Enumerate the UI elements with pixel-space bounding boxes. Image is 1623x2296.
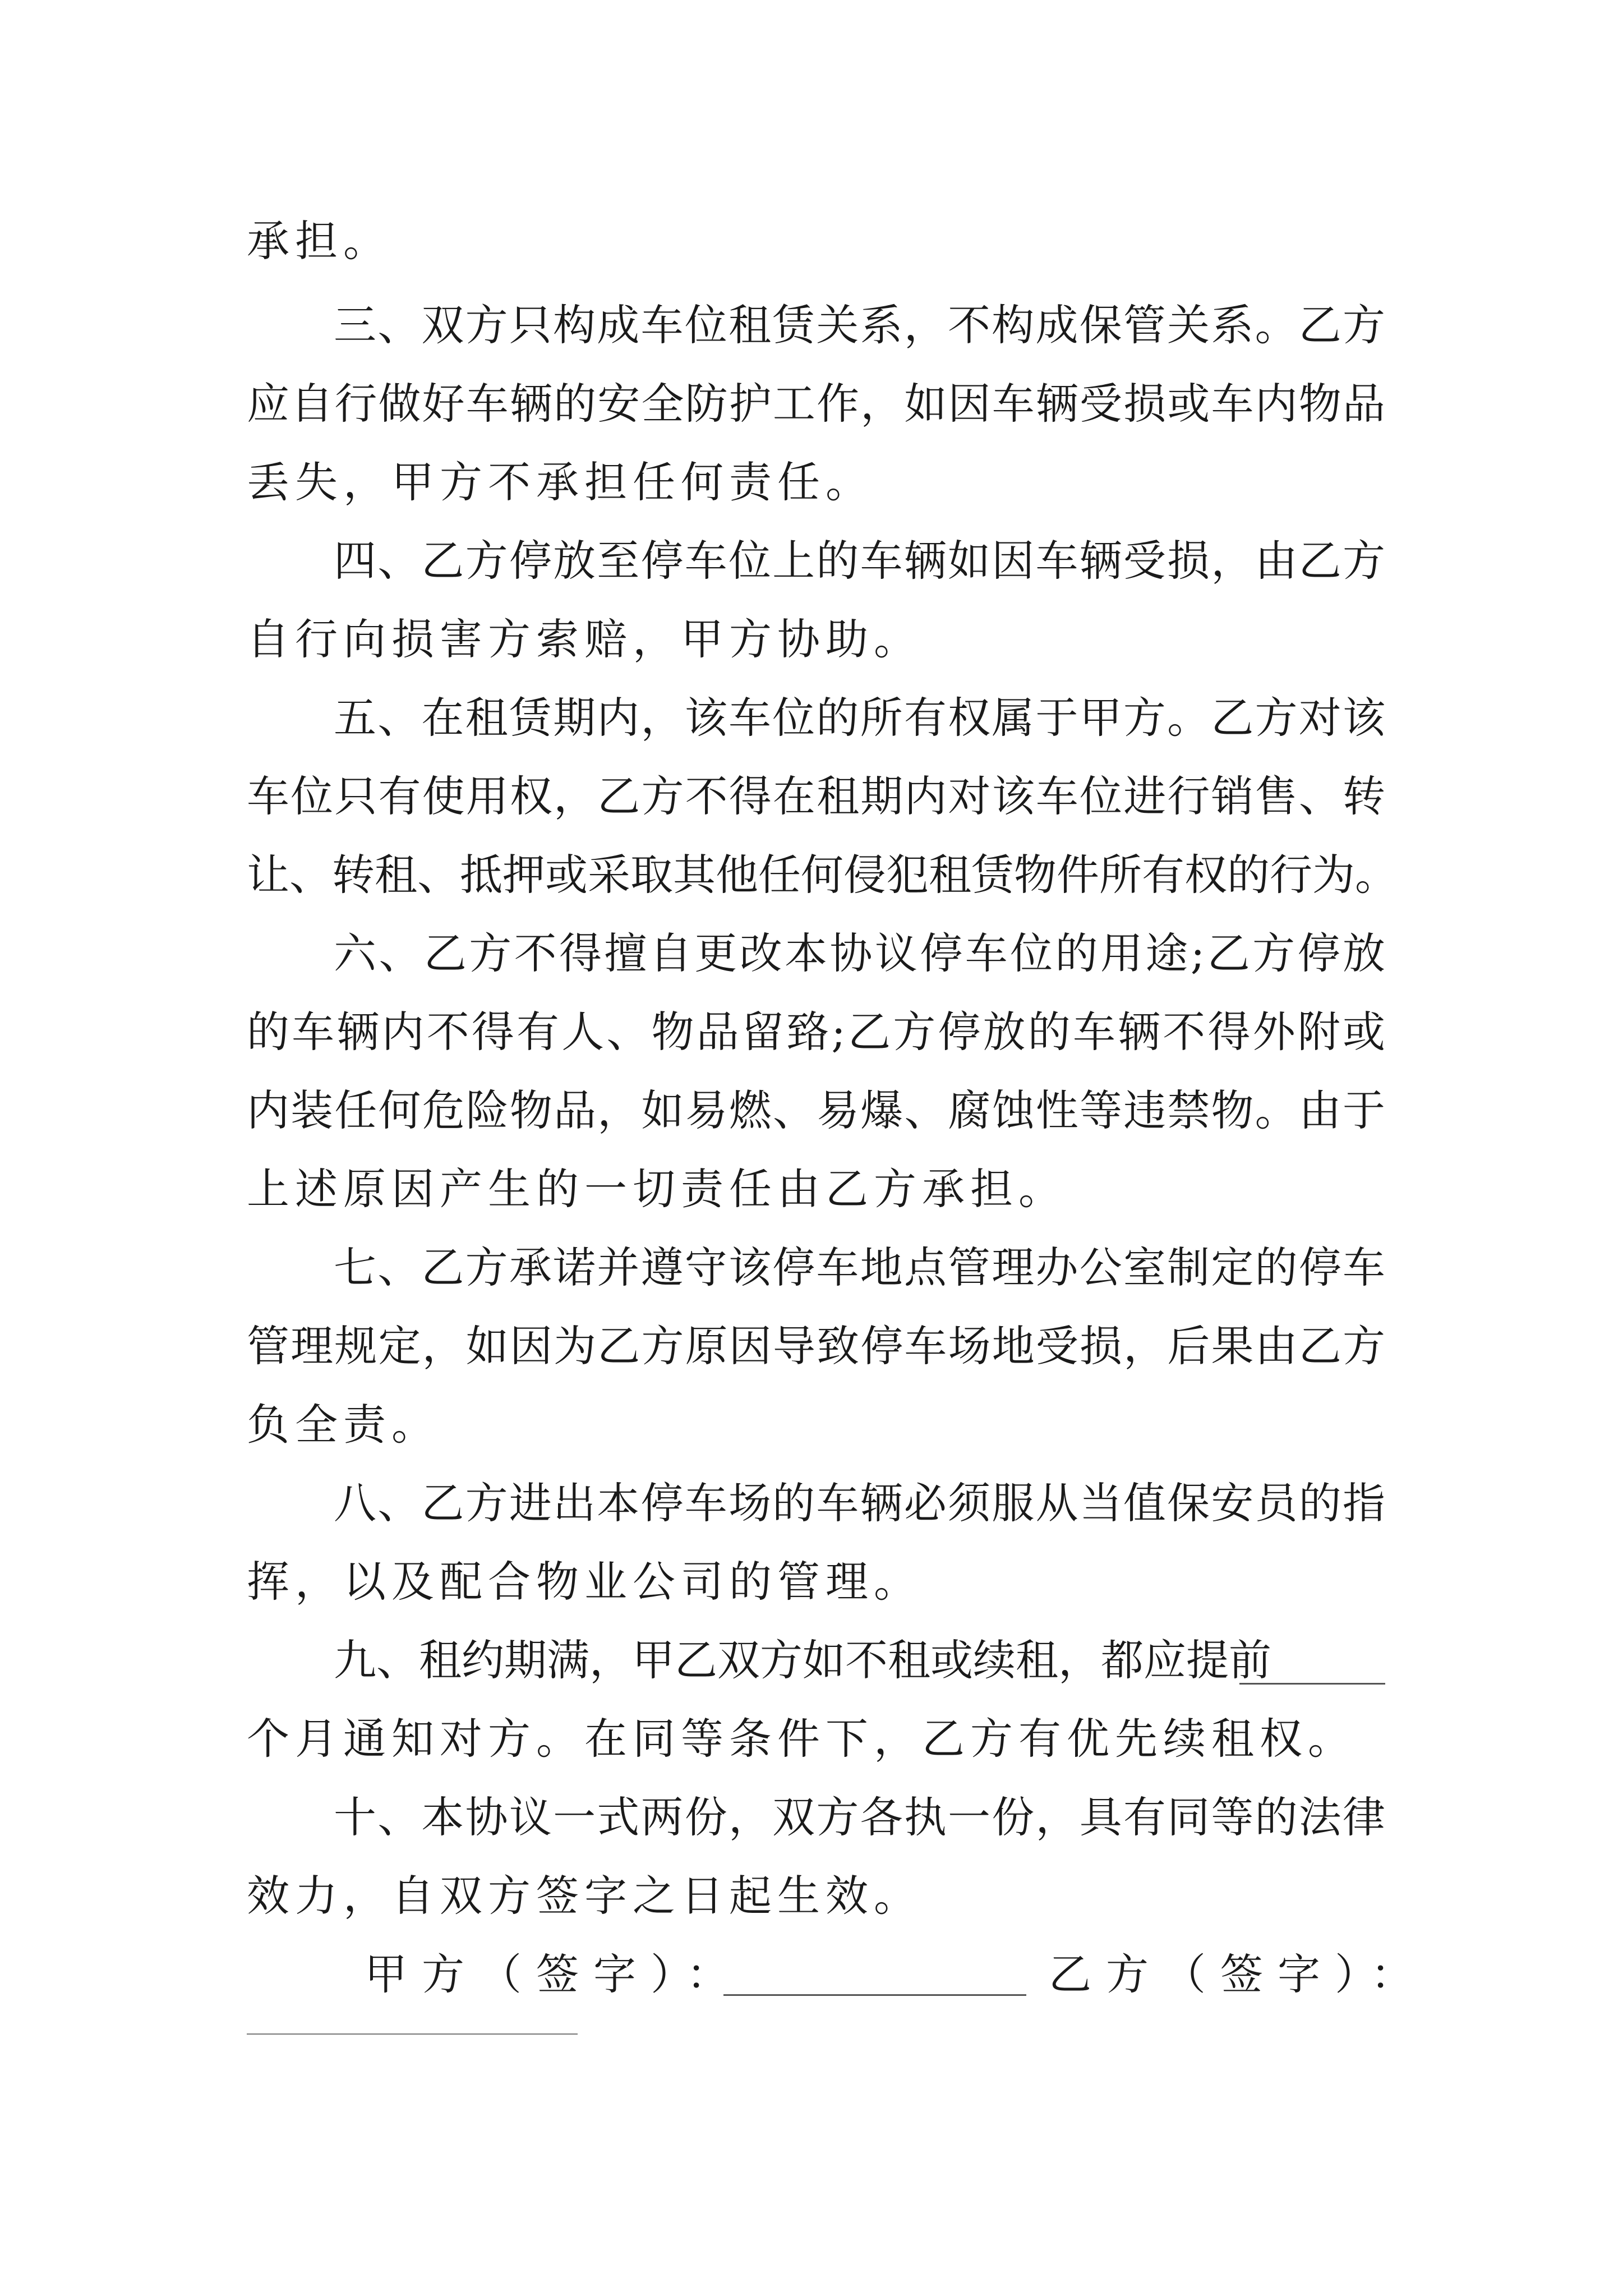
paragraph-line: 十、本协议一式两份，双方各执一份，具有同等的法律 bbox=[334, 1792, 1385, 1842]
party-b-signature-label: 乙方（签字）： bbox=[1049, 1949, 1428, 1999]
paragraph-line: 效力，自双方签字之日起生效。 bbox=[247, 1871, 922, 1921]
paragraph-line: 自行向损害方索赔，甲方协助。 bbox=[247, 614, 922, 664]
party-b-signature-line bbox=[247, 2033, 578, 2035]
paragraph-line: 应自行做好车辆的安全防护工作，如因车辆受损或车内物品 bbox=[247, 379, 1385, 429]
paragraph-line: 五、在租赁期内，该车位的所有权属于甲方。乙方对该 bbox=[334, 693, 1385, 743]
paragraph-line: 六、乙方不得擅自更改本协议停车位的用途;乙方停放 bbox=[334, 928, 1385, 978]
party-a-signature-label: 甲方（签字）： bbox=[365, 1949, 744, 1999]
paragraph-line: 八、乙方进出本停车场的车辆必须服从当值保安员的指 bbox=[334, 1478, 1385, 1528]
paragraph-line: 三、双方只构成车位租赁关系，不构成保管关系。乙方 bbox=[334, 300, 1385, 350]
notice-months-blank bbox=[1239, 1683, 1385, 1685]
paragraph-line: 内装任何危险物品，如易燃、易爆、腐蚀性等违禁物。由于 bbox=[247, 1085, 1385, 1135]
paragraph-line: 挥，以及配合物业公司的管理。 bbox=[247, 1557, 922, 1607]
paragraph-line: 车位只有使用权，乙方不得在租期内对该车位进行销售、转 bbox=[247, 771, 1385, 821]
paragraph-line: 丢失，甲方不承担任何责任。 bbox=[247, 457, 874, 507]
paragraph-line: 管理规定，如因为乙方原因导致停车场地受损，后果由乙方 bbox=[247, 1321, 1385, 1371]
paragraph-line: 负全责。 bbox=[247, 1400, 440, 1450]
paragraph-line: 四、乙方停放至停车位上的车辆如因车辆受损，由乙方 bbox=[334, 536, 1385, 586]
paragraph-line: 个月通知对方。在同等条件下，乙方有优先续租权。 bbox=[247, 1714, 1356, 1764]
paragraph-line: 让、转租、抵押或采取其他任何侵犯租赁物件所有权的行为。 bbox=[247, 850, 1398, 900]
paragraph-line: 上述原因产生的一切责任由乙方承担。 bbox=[247, 1164, 1067, 1214]
paragraph-line: 承担。 bbox=[247, 216, 391, 266]
paragraph-line: 九、租约期满，甲乙双方如不租或续租，都应提前 bbox=[334, 1635, 1271, 1685]
party-a-signature-line bbox=[723, 1994, 1026, 1996]
paragraph-line: 七、乙方承诺并遵守该停车地点管理办公室制定的停车 bbox=[334, 1243, 1385, 1292]
paragraph-line: 的车辆内不得有人、物品留臵;乙方停放的车辆不得外附或 bbox=[247, 1007, 1385, 1057]
